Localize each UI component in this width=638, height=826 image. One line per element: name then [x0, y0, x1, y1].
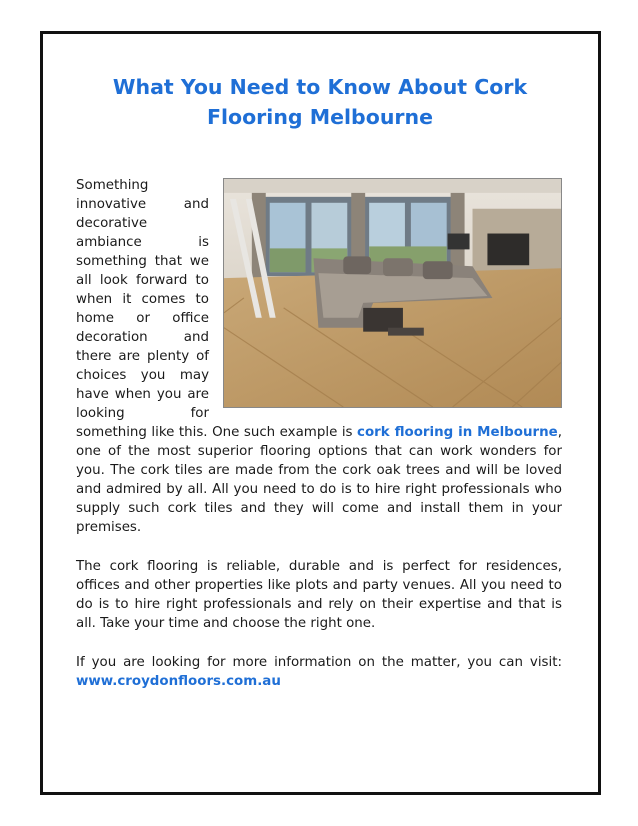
- cork-flooring-link[interactable]: cork flooring in Melbourne: [357, 425, 558, 440]
- paragraph-2: The cork flooring is reliable, durable and is perfect for residences, offices and other properties like plots and party venues. All you need to do is to hire right professionals and rely on their expertise and that is all. Take your time and choose the right one.: [76, 559, 562, 631]
- living-room-photo: [223, 178, 562, 408]
- paragraph-1-text-cont: , one of the most superior flooring options that can work wonders for you. The cork tiles are made from the cork oak trees and will be loved and admired by all. All you need to do is to hire right professionals who supply such cork tiles and they will come and install them in your premises.: [76, 425, 562, 535]
- article-body: [76, 176, 562, 711]
- paragraph-3: [76, 653, 562, 691]
- website-link[interactable]: www.croydonfloors.com.au: [76, 674, 281, 689]
- page-title: What You Need to Know About Cork Flooring Melbourne: [112, 75, 528, 129]
- paragraph-1-text: Something innovative and decorative ambiance is something that we all look forward to when it comes to home or office decoration and there are plenty of choices you may have when you are looking for something like this. One such example is: [76, 178, 358, 440]
- paragraph-1: [76, 176, 562, 537]
- paragraph-3-text: If you are looking for more information on the matter, you can visit:: [76, 655, 562, 670]
